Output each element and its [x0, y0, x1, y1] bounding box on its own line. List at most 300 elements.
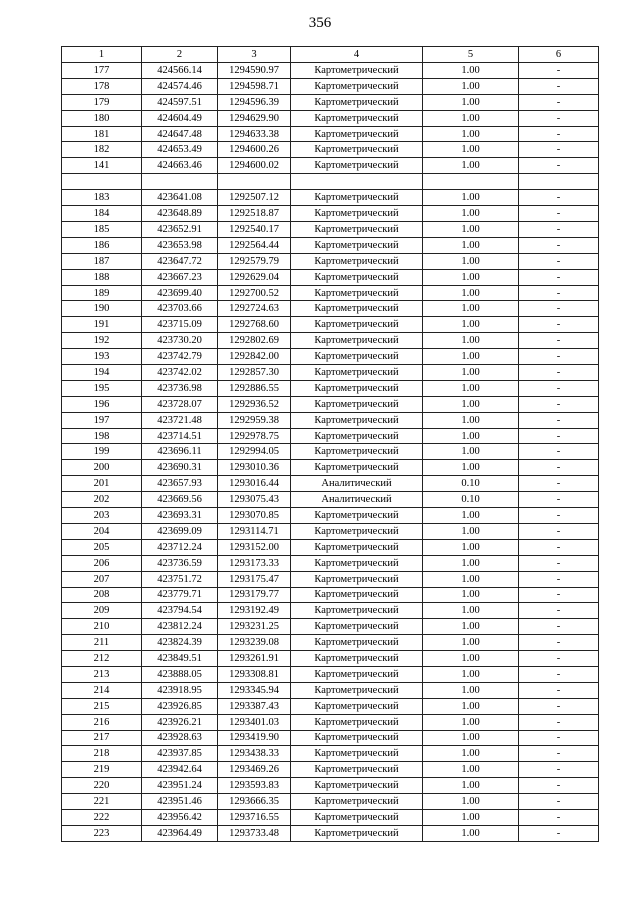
x-coordinate-cell: 423918.95 [142, 682, 218, 698]
method-cell: Картометрический [291, 444, 423, 460]
x-coordinate-cell: 423742.79 [142, 349, 218, 365]
y-coordinate-cell: 1293010.36 [218, 460, 291, 476]
note-cell: - [519, 237, 599, 253]
y-coordinate-cell: 1293345.94 [218, 682, 291, 698]
x-coordinate-cell: 423699.40 [142, 285, 218, 301]
y-coordinate-cell: 1292579.79 [218, 253, 291, 269]
method-cell: Картометрический [291, 78, 423, 94]
y-coordinate-cell: 1292700.52 [218, 285, 291, 301]
method-cell: Картометрический [291, 619, 423, 635]
note-cell: - [519, 380, 599, 396]
point-number-cell: 193 [62, 349, 142, 365]
table-row [62, 555, 599, 571]
note-cell: - [519, 158, 599, 174]
accuracy-cell: 1.00 [423, 349, 519, 365]
x-coordinate-cell: 423712.24 [142, 539, 218, 555]
y-coordinate-cell: 1293387.43 [218, 698, 291, 714]
point-number-cell: 196 [62, 396, 142, 412]
note-cell: - [519, 492, 599, 508]
table-row [62, 460, 599, 476]
method-cell: Картометрический [291, 380, 423, 396]
note-cell: - [519, 508, 599, 524]
accuracy-cell: 1.00 [423, 698, 519, 714]
method-cell: Картометрический [291, 63, 423, 79]
point-number-cell: 215 [62, 698, 142, 714]
y-coordinate-cell: 1292507.12 [218, 190, 291, 206]
y-coordinate-cell: 1294600.26 [218, 142, 291, 158]
x-coordinate-cell: 423667.23 [142, 269, 218, 285]
method-cell: Картометрический [291, 555, 423, 571]
x-coordinate-cell: 423728.07 [142, 396, 218, 412]
accuracy-cell: 1.00 [423, 412, 519, 428]
x-coordinate-cell: 423714.51 [142, 428, 218, 444]
x-coordinate-cell: 424653.49 [142, 142, 218, 158]
note-cell: - [519, 555, 599, 571]
table-row [62, 778, 599, 794]
y-coordinate-cell: 1293419.90 [218, 730, 291, 746]
accuracy-cell: 1.00 [423, 603, 519, 619]
table-row [62, 78, 599, 94]
table-row [62, 635, 599, 651]
point-number-cell: 188 [62, 269, 142, 285]
accuracy-cell: 1.00 [423, 460, 519, 476]
y-coordinate-cell: 1293016.44 [218, 476, 291, 492]
table-body [62, 47, 599, 842]
point-number-cell: 194 [62, 365, 142, 381]
point-number-cell: 198 [62, 428, 142, 444]
point-number-cell: 180 [62, 110, 142, 126]
y-coordinate-cell: 1293438.33 [218, 746, 291, 762]
method-cell: Картометрический [291, 778, 423, 794]
note-cell: - [519, 317, 599, 333]
note-cell: - [519, 206, 599, 222]
point-number-cell: 184 [62, 206, 142, 222]
note-cell: - [519, 809, 599, 825]
y-coordinate-cell: 1292978.75 [218, 428, 291, 444]
table-row [62, 396, 599, 412]
x-coordinate-cell: 423779.71 [142, 587, 218, 603]
method-cell: Картометрический [291, 682, 423, 698]
method-cell: Картометрический [291, 730, 423, 746]
x-coordinate-cell: 424574.46 [142, 78, 218, 94]
table-row [62, 285, 599, 301]
table-row [62, 539, 599, 555]
note-cell: - [519, 571, 599, 587]
table-row [62, 666, 599, 682]
point-number-cell: 189 [62, 285, 142, 301]
note-cell: - [519, 412, 599, 428]
note-cell: - [519, 476, 599, 492]
x-coordinate-cell: 423647.72 [142, 253, 218, 269]
table-row [62, 492, 599, 508]
method-cell: Картометрический [291, 269, 423, 285]
method-cell: Картометрический [291, 666, 423, 682]
point-number-cell [62, 174, 142, 190]
x-coordinate-cell: 423751.72 [142, 571, 218, 587]
coordinates-table [61, 46, 599, 842]
y-coordinate-cell: 1293666.35 [218, 794, 291, 810]
accuracy-cell: 1.00 [423, 523, 519, 539]
point-number-cell: 223 [62, 825, 142, 841]
method-cell: Картометрический [291, 301, 423, 317]
point-number-cell: 179 [62, 94, 142, 110]
table-row [62, 444, 599, 460]
col-6-header: 6 [519, 47, 599, 63]
point-number-cell: 218 [62, 746, 142, 762]
accuracy-cell: 1.00 [423, 126, 519, 142]
table-row [62, 412, 599, 428]
note-cell: - [519, 190, 599, 206]
table-row [62, 269, 599, 285]
accuracy-cell: 1.00 [423, 222, 519, 238]
y-coordinate-cell: 1292724.63 [218, 301, 291, 317]
accuracy-cell: 1.00 [423, 110, 519, 126]
accuracy-cell: 1.00 [423, 333, 519, 349]
table-row [62, 762, 599, 778]
accuracy-cell: 1.00 [423, 809, 519, 825]
note-cell: - [519, 253, 599, 269]
y-coordinate-cell: 1294629.90 [218, 110, 291, 126]
y-coordinate-cell: 1292936.52 [218, 396, 291, 412]
method-cell: Картометрический [291, 126, 423, 142]
note-cell: - [519, 651, 599, 667]
note-cell: - [519, 778, 599, 794]
table-row [62, 317, 599, 333]
point-number-cell: 220 [62, 778, 142, 794]
note-cell: - [519, 269, 599, 285]
point-number-cell: 178 [62, 78, 142, 94]
x-coordinate-cell: 423653.98 [142, 237, 218, 253]
table-row [62, 222, 599, 238]
accuracy-cell: 1.00 [423, 778, 519, 794]
y-coordinate-cell: 1293152.00 [218, 539, 291, 555]
y-coordinate-cell: 1293401.03 [218, 714, 291, 730]
point-number-cell: 192 [62, 333, 142, 349]
x-coordinate-cell: 423888.05 [142, 666, 218, 682]
method-cell: Картометрический [291, 523, 423, 539]
table-row [62, 714, 599, 730]
accuracy-cell: 1.00 [423, 714, 519, 730]
x-coordinate-cell: 424604.49 [142, 110, 218, 126]
point-number-cell: 177 [62, 63, 142, 79]
y-coordinate-cell: 1292518.87 [218, 206, 291, 222]
note-cell [519, 174, 599, 190]
y-coordinate-cell: 1293231.25 [218, 619, 291, 635]
note-cell: - [519, 222, 599, 238]
y-coordinate-cell: 1293179.77 [218, 587, 291, 603]
accuracy-cell: 1.00 [423, 635, 519, 651]
accuracy-cell: 1.00 [423, 746, 519, 762]
x-coordinate-cell: 423926.85 [142, 698, 218, 714]
table-row [62, 730, 599, 746]
x-coordinate-cell: 423812.24 [142, 619, 218, 635]
y-coordinate-cell: 1293261.91 [218, 651, 291, 667]
note-cell: - [519, 682, 599, 698]
y-coordinate-cell: 1294600.02 [218, 158, 291, 174]
point-number-cell: 217 [62, 730, 142, 746]
table-row [62, 428, 599, 444]
accuracy-cell: 1.00 [423, 651, 519, 667]
point-number-cell: 212 [62, 651, 142, 667]
x-coordinate-cell: 423696.11 [142, 444, 218, 460]
note-cell: - [519, 365, 599, 381]
method-cell: Картометрический [291, 714, 423, 730]
note-cell: - [519, 698, 599, 714]
x-coordinate-cell: 423715.09 [142, 317, 218, 333]
note-cell: - [519, 349, 599, 365]
table-row [62, 253, 599, 269]
point-number-cell: 182 [62, 142, 142, 158]
accuracy-cell: 1.00 [423, 317, 519, 333]
accuracy-cell: 1.00 [423, 444, 519, 460]
x-coordinate-cell: 424566.14 [142, 63, 218, 79]
note-cell: - [519, 730, 599, 746]
note-cell: - [519, 142, 599, 158]
note-cell: - [519, 78, 599, 94]
point-number-cell: 213 [62, 666, 142, 682]
x-coordinate-cell: 423951.46 [142, 794, 218, 810]
method-cell: Картометрический [291, 571, 423, 587]
y-coordinate-cell: 1292886.55 [218, 380, 291, 396]
table-row [62, 619, 599, 635]
point-number-cell: 216 [62, 714, 142, 730]
accuracy-cell: 1.00 [423, 94, 519, 110]
y-coordinate-cell: 1293075.43 [218, 492, 291, 508]
y-coordinate-cell: 1293070.85 [218, 508, 291, 524]
point-number-cell: 205 [62, 539, 142, 555]
y-coordinate-cell: 1293716.55 [218, 809, 291, 825]
accuracy-cell: 1.00 [423, 682, 519, 698]
point-number-cell: 208 [62, 587, 142, 603]
x-coordinate-cell: 423690.31 [142, 460, 218, 476]
x-coordinate-cell: 423699.09 [142, 523, 218, 539]
accuracy-cell: 1.00 [423, 190, 519, 206]
note-cell: - [519, 333, 599, 349]
accuracy-cell: 0.10 [423, 476, 519, 492]
method-cell: Картометрический [291, 94, 423, 110]
x-coordinate-cell: 423956.42 [142, 809, 218, 825]
x-coordinate-cell: 423951.24 [142, 778, 218, 794]
point-number-cell: 219 [62, 762, 142, 778]
note-cell: - [519, 714, 599, 730]
method-cell: Картометрический [291, 349, 423, 365]
note-cell: - [519, 523, 599, 539]
x-coordinate-cell: 423942.64 [142, 762, 218, 778]
point-number-cell: 221 [62, 794, 142, 810]
x-coordinate-cell: 423736.98 [142, 380, 218, 396]
method-cell: Картометрический [291, 253, 423, 269]
x-coordinate-cell: 423703.66 [142, 301, 218, 317]
table-row [62, 365, 599, 381]
method-cell: Картометрический [291, 809, 423, 825]
table-row [62, 523, 599, 539]
accuracy-cell: 1.00 [423, 794, 519, 810]
method-cell: Картометрический [291, 142, 423, 158]
y-coordinate-cell: 1292994.05 [218, 444, 291, 460]
y-coordinate-cell: 1292857.30 [218, 365, 291, 381]
method-cell: Картометрический [291, 158, 423, 174]
x-coordinate-cell: 423693.31 [142, 508, 218, 524]
accuracy-cell: 1.00 [423, 285, 519, 301]
note-cell: - [519, 460, 599, 476]
accuracy-cell: 1.00 [423, 396, 519, 412]
accuracy-cell: 1.00 [423, 730, 519, 746]
y-coordinate-cell: 1294633.38 [218, 126, 291, 142]
accuracy-cell: 1.00 [423, 555, 519, 571]
note-cell: - [519, 762, 599, 778]
table-row [62, 587, 599, 603]
accuracy-cell: 1.00 [423, 78, 519, 94]
accuracy-cell: 0.10 [423, 492, 519, 508]
x-coordinate-cell: 423824.39 [142, 635, 218, 651]
table-row [62, 508, 599, 524]
note-cell: - [519, 635, 599, 651]
point-number-cell: 202 [62, 492, 142, 508]
col-3-header: 3 [218, 47, 291, 63]
method-cell: Картометрический [291, 539, 423, 555]
y-coordinate-cell: 1293239.08 [218, 635, 291, 651]
table-row [62, 126, 599, 142]
header-row [62, 47, 599, 63]
x-coordinate-cell: 423736.59 [142, 555, 218, 571]
note-cell: - [519, 587, 599, 603]
point-number-cell: 190 [62, 301, 142, 317]
point-number-cell: 183 [62, 190, 142, 206]
y-coordinate-cell: 1293733.48 [218, 825, 291, 841]
y-coordinate-cell: 1293192.49 [218, 603, 291, 619]
point-number-cell: 191 [62, 317, 142, 333]
point-number-cell: 186 [62, 237, 142, 253]
table-row [62, 206, 599, 222]
x-coordinate-cell: 423926.21 [142, 714, 218, 730]
accuracy-cell: 1.00 [423, 63, 519, 79]
table-row [62, 333, 599, 349]
note-cell: - [519, 110, 599, 126]
accuracy-cell: 1.00 [423, 301, 519, 317]
y-coordinate-cell: 1293175.47 [218, 571, 291, 587]
table-row [62, 349, 599, 365]
y-coordinate-cell [218, 174, 291, 190]
point-number-cell: 197 [62, 412, 142, 428]
method-cell: Картометрический [291, 460, 423, 476]
accuracy-cell: 1.00 [423, 158, 519, 174]
y-coordinate-cell: 1293593.83 [218, 778, 291, 794]
accuracy-cell: 1.00 [423, 825, 519, 841]
x-coordinate-cell: 423641.08 [142, 190, 218, 206]
table-row [62, 94, 599, 110]
y-coordinate-cell: 1292629.04 [218, 269, 291, 285]
col-1-header: 1 [62, 47, 142, 63]
point-number-cell: 210 [62, 619, 142, 635]
table-row [62, 380, 599, 396]
table-row [62, 603, 599, 619]
method-cell: Картометрический [291, 651, 423, 667]
y-coordinate-cell: 1293469.26 [218, 762, 291, 778]
x-coordinate-cell: 424597.51 [142, 94, 218, 110]
note-cell: - [519, 539, 599, 555]
table-row [62, 476, 599, 492]
point-number-cell: 199 [62, 444, 142, 460]
point-number-cell: 211 [62, 635, 142, 651]
table-row [62, 825, 599, 841]
x-coordinate-cell: 423928.63 [142, 730, 218, 746]
method-cell: Картометрический [291, 365, 423, 381]
col-5-header: 5 [423, 47, 519, 63]
table-row [62, 682, 599, 698]
point-number-cell: 185 [62, 222, 142, 238]
accuracy-cell: 1.00 [423, 142, 519, 158]
x-coordinate-cell: 423849.51 [142, 651, 218, 667]
y-coordinate-cell: 1292540.17 [218, 222, 291, 238]
table-row [62, 110, 599, 126]
note-cell: - [519, 126, 599, 142]
method-cell: Картометрический [291, 746, 423, 762]
accuracy-cell [423, 174, 519, 190]
point-number-cell: 201 [62, 476, 142, 492]
note-cell: - [519, 746, 599, 762]
method-cell: Картометрический [291, 110, 423, 126]
x-coordinate-cell [142, 174, 218, 190]
point-number-cell: 206 [62, 555, 142, 571]
accuracy-cell: 1.00 [423, 206, 519, 222]
note-cell: - [519, 301, 599, 317]
method-cell: Картометрический [291, 635, 423, 651]
method-cell: Картометрический [291, 825, 423, 841]
accuracy-cell: 1.00 [423, 539, 519, 555]
method-cell: Аналитический [291, 476, 423, 492]
y-coordinate-cell: 1292768.60 [218, 317, 291, 333]
y-coordinate-cell: 1292802.69 [218, 333, 291, 349]
method-cell: Картометрический [291, 222, 423, 238]
method-cell [291, 174, 423, 190]
table-row [62, 237, 599, 253]
table-row [62, 746, 599, 762]
col-2-header: 2 [142, 47, 218, 63]
method-cell: Аналитический [291, 492, 423, 508]
y-coordinate-cell: 1294596.39 [218, 94, 291, 110]
method-cell: Картометрический [291, 794, 423, 810]
method-cell: Картометрический [291, 603, 423, 619]
accuracy-cell: 1.00 [423, 428, 519, 444]
x-coordinate-cell: 423730.20 [142, 333, 218, 349]
table-row [62, 571, 599, 587]
accuracy-cell: 1.00 [423, 571, 519, 587]
method-cell: Картометрический [291, 190, 423, 206]
page-number: 356 [308, 15, 332, 31]
point-number-cell: 209 [62, 603, 142, 619]
note-cell: - [519, 794, 599, 810]
method-cell: Картометрический [291, 396, 423, 412]
table-row [62, 651, 599, 667]
table-row [62, 142, 599, 158]
method-cell: Картометрический [291, 412, 423, 428]
method-cell: Картометрический [291, 285, 423, 301]
note-cell: - [519, 666, 599, 682]
accuracy-cell: 1.00 [423, 365, 519, 381]
x-coordinate-cell: 423742.02 [142, 365, 218, 381]
col-4-header: 4 [291, 47, 423, 63]
accuracy-cell: 1.00 [423, 237, 519, 253]
y-coordinate-cell: 1294590.97 [218, 63, 291, 79]
note-cell: - [519, 603, 599, 619]
note-cell: - [519, 285, 599, 301]
x-coordinate-cell: 423794.54 [142, 603, 218, 619]
y-coordinate-cell: 1293173.33 [218, 555, 291, 571]
table-row [62, 190, 599, 206]
note-cell: - [519, 63, 599, 79]
point-number-cell: 214 [62, 682, 142, 698]
table-row [62, 301, 599, 317]
